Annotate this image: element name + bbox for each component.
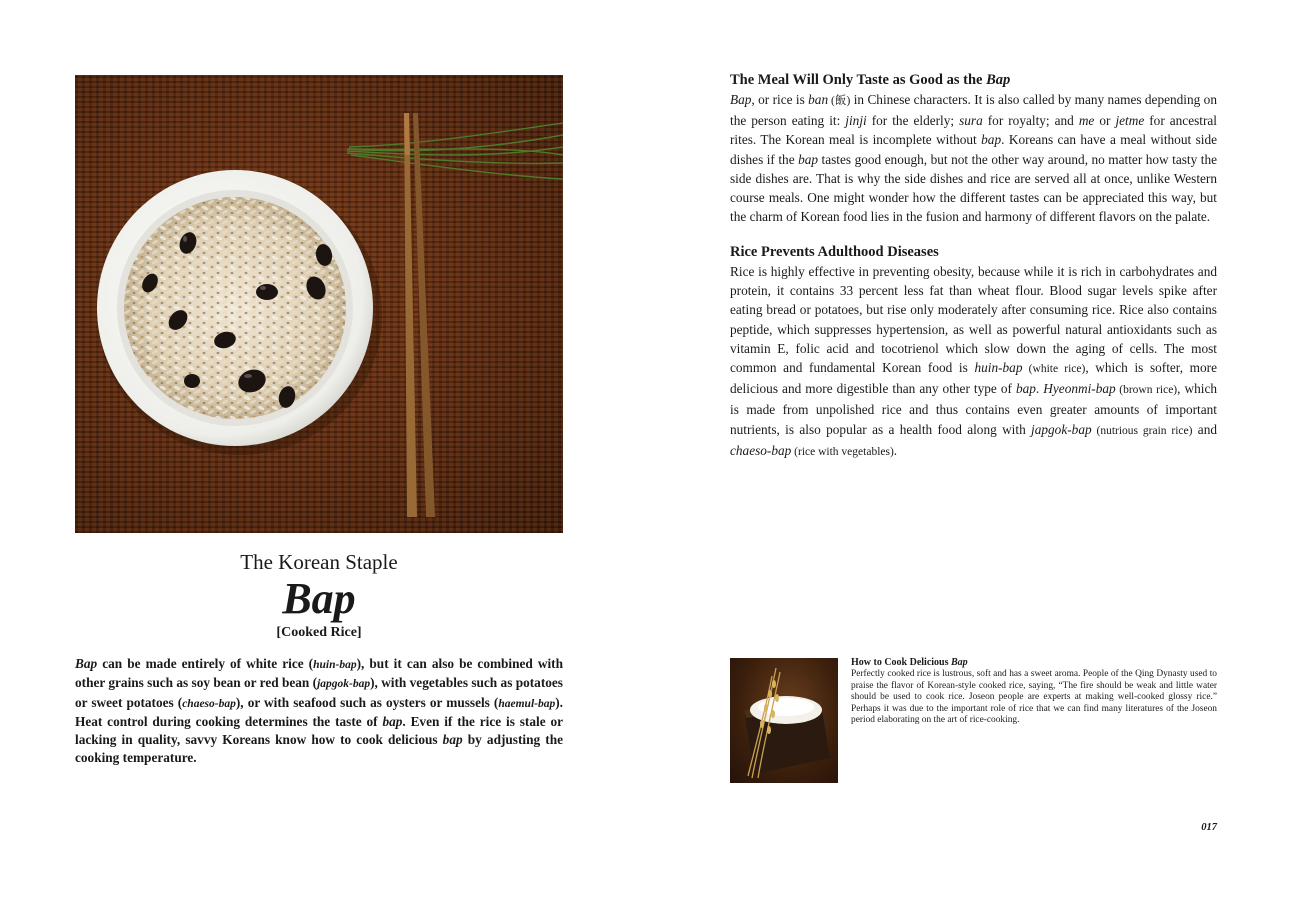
text-run: ), with vegetables such as potatoes or sweet potatoes ( (75, 675, 563, 710)
text-run: . Even if the rice is stale or lacking in quality, savvy Koreans know how to cook delicious (75, 713, 564, 748)
rice-box-photo (730, 658, 838, 783)
italic-term: ban (808, 92, 829, 107)
intro-paragraph (75, 655, 563, 768)
text-run: tastes good enough, but not the other way around, no matter how tasty the side dishes are. That is why the side dishes and rice are served all at once, unlike Western course meals. One might wonder how the different tastes can be appreciated this way, but the charm of Korean food lies in the fusion and harmony of different flavors on the palate. (730, 151, 1217, 225)
sidebar-heading (851, 657, 1217, 669)
title-gloss: [Cooked Rice] (276, 625, 362, 640)
italic-term: bap (981, 132, 1002, 148)
text-run: and (1192, 421, 1218, 437)
text-run: for the elderly; (866, 113, 960, 129)
text-run: (nutrious grain rice) (1091, 424, 1193, 437)
text-run: (white rice) (1022, 363, 1086, 376)
italic-term: jinji (845, 113, 867, 129)
title-block (75, 550, 563, 642)
italic-term: japgok-bap (1031, 421, 1092, 437)
text-run: Perfectly cooked rice is lustrous, soft and has a sweet aroma. People of the Qing Dynasty used to praise the flavor of Korean-style cooked rice, saying, “The fire should be weak and little water should be used to cook rice. Joseon people are experts at making well-cooked glossy rice.” Perhaps it was due to the important role of rice that we can find many literatures of the Joseon period elaborating on the art of rice-cooking. (851, 669, 1217, 726)
italic-term: huin-bap (974, 360, 1023, 376)
text-run: . Koreans can have a meal without side dishes if the (730, 132, 1218, 167)
section-body (730, 90, 1217, 226)
text-run: ). Heat control during cooking determines the taste of (75, 694, 563, 729)
chopsticks (404, 113, 435, 517)
italic-term: Hyeonmi-bap (1043, 381, 1116, 397)
italic-term: chaeso-bap (182, 697, 236, 710)
text-run: , or rice is (751, 92, 809, 107)
italic-term: huin-bap (313, 659, 357, 671)
text-run: ), but it can also be combined with other grains such as soy bean or red bean ( (75, 656, 563, 691)
text-run: in Chinese characters. It is also called by many names depending on the person eating it: (730, 92, 1217, 129)
text-run: The Meal Will Only Taste as Good as the (730, 72, 987, 88)
text-run: by adjusting the cooking temperature. (75, 732, 563, 766)
italic-term: haemul-bap (498, 697, 556, 710)
section-meal-taste (730, 71, 1217, 226)
subtitle: The Korean Staple (240, 550, 398, 574)
section-heading (730, 243, 1217, 262)
page-number: 017 (1201, 822, 1217, 833)
text-run: . (893, 442, 898, 458)
rice-bowl-photo (75, 75, 563, 533)
italic-term: Bap (986, 72, 1011, 88)
sidebar-how-to-cook (851, 657, 1217, 727)
text-run: , which is softer, more delicious and more digestible than any other type of (730, 360, 1217, 397)
text-run: or (1094, 113, 1116, 129)
text-run: can be made entirely of white rice ( (97, 656, 314, 671)
italic-term: japgok-bap (317, 678, 371, 691)
italic-term: Bap (75, 656, 98, 671)
page-title: Bap (282, 574, 356, 623)
text-run: , which is made from unpolished rice and thus contains even greater amounts of important nutrients, is also popular as a health food along with (730, 381, 1217, 437)
italic-term: bap (1015, 381, 1036, 397)
italic-term: bap (442, 732, 463, 748)
section-adulthood-diseases (730, 243, 1217, 462)
chive-sprigs (347, 123, 563, 179)
italic-term: Bap (951, 657, 968, 668)
text-run: Rice Prevents Adulthood Diseases (730, 244, 939, 260)
italic-term: me (1078, 113, 1095, 129)
text-run: . (1035, 381, 1044, 397)
italic-term: bap (798, 151, 819, 167)
italic-term: Bap (730, 92, 752, 107)
text-run: (rice with vegetables) (791, 445, 894, 458)
rice-box-illustration (730, 658, 838, 783)
text-run: (brown rice) (1115, 384, 1178, 397)
text-run: (飯) (828, 95, 851, 107)
italic-term: bap (382, 713, 403, 729)
section-body (730, 262, 1217, 462)
text-run: for ancestral rites. The Korean meal is incomplete without (730, 113, 1217, 148)
sidebar-body (851, 669, 1217, 727)
text-run: for royalty; and (982, 113, 1079, 129)
italic-term: sura (959, 113, 983, 129)
text-run: Rice is highly effective in preventing obesity, because while it is rich in carbohydrates and protein, it contains 33 percent less fat than wheat flour. Blood sugar levels spike after eating bread or potatoes, but rise only moderately after consuming rice. Rice also contains peptide, which suppresses hypertension, as well as powerful natural antioxidants such as vitamin E, folic acid and tocotrienol which slow down the aging of cells. The most common and fundamental Korean food is (730, 264, 1217, 376)
italic-term: jetme (1115, 113, 1145, 129)
rice-bowl-illustration (75, 75, 563, 533)
section-heading (730, 71, 1217, 90)
text-run: ), or with seafood such as oysters or mussels ( (235, 694, 499, 710)
text-run: How to Cook Delicious (851, 657, 951, 668)
italic-term: chaeso-bap (730, 442, 792, 458)
